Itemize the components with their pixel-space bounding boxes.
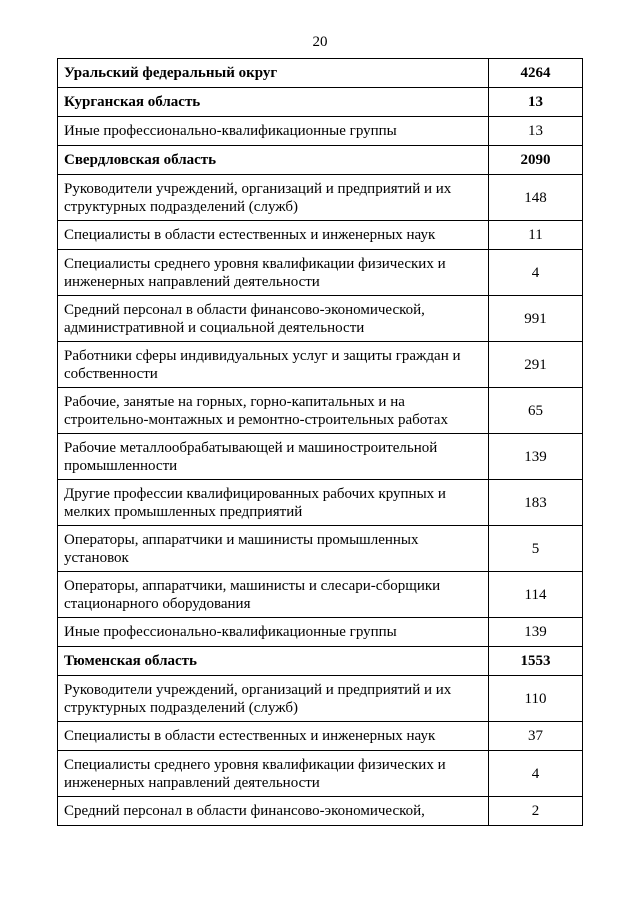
- table-row: [58, 88, 583, 117]
- row-name: Рабочие металлообрабатывающей и машиностроительной промышленности: [58, 434, 489, 480]
- table-row: [58, 388, 583, 434]
- table-row: [58, 676, 583, 722]
- row-name: Руководители учреждений, организаций и предприятий и их структурных подразделений (служб): [58, 175, 489, 221]
- row-value: 291: [489, 342, 583, 388]
- page-number: 20: [312, 34, 328, 50]
- row-name: Уральский федеральный округ: [58, 59, 489, 88]
- row-value: 4: [489, 250, 583, 296]
- row-value: 37: [489, 722, 583, 751]
- statistics-table: [57, 58, 583, 826]
- table-row: [58, 434, 583, 480]
- table-row: [58, 480, 583, 526]
- table-row: [58, 250, 583, 296]
- row-value: 2: [489, 797, 583, 826]
- table-row: [58, 797, 583, 826]
- table-row: [58, 175, 583, 221]
- row-value: 2090: [489, 146, 583, 175]
- row-name: Другие профессии квалифицированных рабочих крупных и мелких промышленных предприятий: [58, 480, 489, 526]
- table-row: [58, 146, 583, 175]
- row-value: 183: [489, 480, 583, 526]
- row-value: 11: [489, 221, 583, 250]
- row-name: Курганская область: [58, 88, 489, 117]
- table-row: [58, 722, 583, 751]
- table-row: [58, 618, 583, 647]
- row-value: 1553: [489, 647, 583, 676]
- row-name: Иные профессионально-квалификационные группы: [58, 117, 489, 146]
- row-value: 991: [489, 296, 583, 342]
- row-name: Средний персонал в области финансово-экономической, административной и социальной деятельности: [58, 296, 489, 342]
- row-value: 139: [489, 618, 583, 647]
- table-row: [58, 59, 583, 88]
- row-value: 139: [489, 434, 583, 480]
- row-name: Специалисты в области естественных и инженерных наук: [58, 221, 489, 250]
- row-name: Тюменская область: [58, 647, 489, 676]
- row-value: 5: [489, 526, 583, 572]
- table-row: [58, 342, 583, 388]
- row-name: Рабочие, занятые на горных, горно-капитальных и на строительно-монтажных и ремонтно-строительных работах: [58, 388, 489, 434]
- row-name: Средний персонал в области финансово-экономической,: [58, 797, 489, 826]
- row-value: 4: [489, 751, 583, 797]
- table-row: [58, 572, 583, 618]
- row-value: 114: [489, 572, 583, 618]
- table-row: [58, 296, 583, 342]
- row-value: 13: [489, 117, 583, 146]
- row-name: Операторы, аппаратчики, машинисты и слесари-сборщики стационарного оборудования: [58, 572, 489, 618]
- row-value: 65: [489, 388, 583, 434]
- row-name: Специалисты среднего уровня квалификации физических и инженерных направлений деятельности: [58, 751, 489, 797]
- row-value: 13: [489, 88, 583, 117]
- row-name: Иные профессионально-квалификационные группы: [58, 618, 489, 647]
- row-value: 4264: [489, 59, 583, 88]
- table-row: [58, 117, 583, 146]
- row-name: Руководители учреждений, организаций и предприятий и их структурных подразделений (служб): [58, 676, 489, 722]
- row-name: Специалисты в области естественных и инженерных наук: [58, 722, 489, 751]
- table-row: [58, 221, 583, 250]
- row-name: Работники сферы индивидуальных услуг и защиты граждан и собственности: [58, 342, 489, 388]
- table-row: [58, 647, 583, 676]
- table-row: [58, 751, 583, 797]
- row-value: 110: [489, 676, 583, 722]
- row-name: Операторы, аппаратчики и машинисты промышленных установок: [58, 526, 489, 572]
- table-row: [58, 526, 583, 572]
- row-name: Свердловская область: [58, 146, 489, 175]
- row-name: Специалисты среднего уровня квалификации физических и инженерных направлений деятельности: [58, 250, 489, 296]
- row-value: 148: [489, 175, 583, 221]
